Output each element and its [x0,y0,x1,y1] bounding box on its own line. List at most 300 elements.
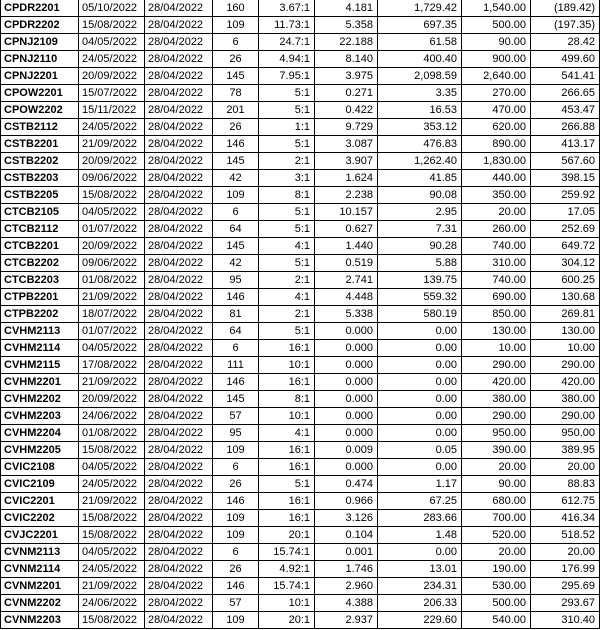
trade-date: 28/04/2022 [145,289,213,306]
cell-value: 4.448 [315,289,378,306]
maturity-date: 18/07/2022 [79,306,145,323]
maturity-date: 21/09/2022 [79,289,145,306]
conversion-ratio: 5:1 [259,102,315,119]
days-remaining: 6 [213,459,259,476]
cell-value: 4.388 [315,595,378,612]
warrant-code: CVIC2201 [1,493,79,510]
cell-value: 130.00 [531,323,600,340]
table-row [1,527,600,544]
cell-value: 697.35 [378,17,462,34]
conversion-ratio: 1:1 [259,119,315,136]
cell-value: 20.00 [462,459,531,476]
days-remaining: 42 [213,170,259,187]
cell-value: 293.67 [531,595,600,612]
table-row [1,340,600,357]
conversion-ratio: 4.92:1 [259,561,315,578]
days-remaining: 64 [213,323,259,340]
cell-value: 476.83 [378,136,462,153]
conversion-ratio: 16:1 [259,493,315,510]
table-row [1,136,600,153]
table-row [1,544,600,561]
warrant-code: CPOW2202 [1,102,79,119]
trade-date: 28/04/2022 [145,17,213,34]
trade-date: 28/04/2022 [145,408,213,425]
days-remaining: 146 [213,289,259,306]
cell-value: 400.40 [378,51,462,68]
cell-value: 0.001 [315,544,378,561]
cell-value: 3.087 [315,136,378,153]
days-remaining: 146 [213,493,259,510]
conversion-ratio: 2:1 [259,153,315,170]
conversion-ratio: 20:1 [259,612,315,629]
cell-value: 500.00 [462,595,531,612]
days-remaining: 26 [213,561,259,578]
conversion-ratio: 8:1 [259,391,315,408]
warrant-code: CSTB2203 [1,170,79,187]
maturity-date: 01/07/2022 [79,323,145,340]
days-remaining: 26 [213,119,259,136]
maturity-date: 21/09/2022 [79,578,145,595]
cell-value: 353.12 [378,119,462,136]
cell-value: 0.000 [315,374,378,391]
cell-value: 130.00 [462,323,531,340]
maturity-date: 20/09/2022 [79,238,145,255]
cell-value: 567.60 [531,153,600,170]
cell-value: 295.69 [531,578,600,595]
cell-value: 499.60 [531,51,600,68]
cell-value: 8.140 [315,51,378,68]
conversion-ratio: 5:1 [259,255,315,272]
cell-value: 1,262.40 [378,153,462,170]
cell-value: 41.85 [378,170,462,187]
trade-date: 28/04/2022 [145,170,213,187]
cell-value: 0.05 [378,442,462,459]
cell-value: 700.00 [462,510,531,527]
table-row [1,221,600,238]
cell-value: 190.00 [462,561,531,578]
table-row [1,238,600,255]
maturity-date: 24/05/2022 [79,51,145,68]
conversion-ratio: 4.94:1 [259,51,315,68]
warrant-code: CPDR2201 [1,0,79,17]
conversion-ratio: 5:1 [259,221,315,238]
cell-value: 1,540.00 [462,0,531,17]
cell-value: 3.126 [315,510,378,527]
days-remaining: 201 [213,102,259,119]
conversion-ratio: 5:1 [259,136,315,153]
table-row [1,153,600,170]
conversion-ratio: 16:1 [259,340,315,357]
cell-value: 290.00 [531,408,600,425]
conversion-ratio: 2:1 [259,272,315,289]
trade-date: 28/04/2022 [145,323,213,340]
maturity-date: 15/08/2022 [79,612,145,629]
cell-value: 900.00 [462,51,531,68]
maturity-date: 04/05/2022 [79,204,145,221]
cell-value: 28.42 [531,34,600,51]
cell-value: 0.000 [315,459,378,476]
conversion-ratio: 4:1 [259,425,315,442]
warrant-code: CVNM2202 [1,595,79,612]
maturity-date: 21/09/2022 [79,374,145,391]
days-remaining: 145 [213,68,259,85]
trade-date: 28/04/2022 [145,102,213,119]
cell-value: 22.188 [315,34,378,51]
cell-value: 440.00 [462,170,531,187]
cell-value: 2.95 [378,204,462,221]
days-remaining: 109 [213,510,259,527]
cell-value: 61.58 [378,34,462,51]
cell-value: 3.975 [315,68,378,85]
table-row [1,425,600,442]
warrant-code: CTPB2202 [1,306,79,323]
maturity-date: 15/08/2022 [79,187,145,204]
cell-value: 540.00 [462,612,531,629]
maturity-date: 20/09/2022 [79,153,145,170]
warrant-code: CTCB2201 [1,238,79,255]
cell-value: 0.00 [378,374,462,391]
cell-value: 1,830.00 [462,153,531,170]
warrant-code: CVHM2202 [1,391,79,408]
cell-value: 1.440 [315,238,378,255]
cell-value: 420.00 [531,374,600,391]
cell-value: 17.05 [531,204,600,221]
trade-date: 28/04/2022 [145,391,213,408]
days-remaining: 95 [213,272,259,289]
conversion-ratio: 24.7:1 [259,34,315,51]
cell-value: 90.08 [378,187,462,204]
cell-value: 580.19 [378,306,462,323]
trade-date: 28/04/2022 [145,357,213,374]
trade-date: 28/04/2022 [145,255,213,272]
trade-date: 28/04/2022 [145,578,213,595]
cell-value: 680.00 [462,493,531,510]
cell-value: 13.01 [378,561,462,578]
cell-value: 0.000 [315,425,378,442]
table-row [1,493,600,510]
days-remaining: 145 [213,153,259,170]
days-remaining: 160 [213,0,259,17]
cell-value: 20.00 [462,544,531,561]
days-remaining: 109 [213,442,259,459]
cell-value: 1.746 [315,561,378,578]
table-row [1,306,600,323]
maturity-date: 04/05/2022 [79,459,145,476]
cell-value: 67.25 [378,493,462,510]
cell-value: 541.41 [531,68,600,85]
table-row [1,476,600,493]
cell-value: 420.00 [462,374,531,391]
cell-value: 0.271 [315,85,378,102]
trade-date: 28/04/2022 [145,238,213,255]
conversion-ratio: 4:1 [259,289,315,306]
conversion-ratio: 5:1 [259,204,315,221]
warrant-code: CTCB2112 [1,221,79,238]
maturity-date: 15/07/2022 [79,85,145,102]
days-remaining: 78 [213,85,259,102]
maturity-date: 24/05/2022 [79,476,145,493]
cell-value: 310.00 [462,255,531,272]
days-remaining: 26 [213,51,259,68]
conversion-ratio: 10:1 [259,357,315,374]
cell-value: 2.741 [315,272,378,289]
days-remaining: 109 [213,17,259,34]
cell-value: 290.00 [462,408,531,425]
cell-value: 20.00 [531,544,600,561]
cell-value: 0.519 [315,255,378,272]
table-row [1,442,600,459]
days-remaining: 64 [213,221,259,238]
cell-value: 950.00 [462,425,531,442]
cell-value: 290.00 [462,357,531,374]
cell-value: 3.907 [315,153,378,170]
warrant-code: CSTB2201 [1,136,79,153]
conversion-ratio: 16:1 [259,459,315,476]
cell-value: 0.00 [378,459,462,476]
warrant-code: CVNM2113 [1,544,79,561]
maturity-date: 24/06/2022 [79,408,145,425]
cell-value: 10.00 [462,340,531,357]
days-remaining: 57 [213,595,259,612]
days-remaining: 95 [213,425,259,442]
table-row [1,561,600,578]
table-row [1,255,600,272]
cell-value: 520.00 [462,527,531,544]
conversion-ratio: 2:1 [259,306,315,323]
cell-value: 518.52 [531,527,600,544]
table-row [1,170,600,187]
trade-date: 28/04/2022 [145,119,213,136]
table-row [1,85,600,102]
cell-value: 0.00 [378,323,462,340]
warrant-code: CTCB2203 [1,272,79,289]
days-remaining: 6 [213,544,259,561]
maturity-date: 01/08/2022 [79,272,145,289]
trade-date: 28/04/2022 [145,459,213,476]
maturity-date: 04/05/2022 [79,340,145,357]
table-row [1,0,600,17]
cell-value: 416.34 [531,510,600,527]
days-remaining: 42 [213,255,259,272]
warrant-code: CVNM2201 [1,578,79,595]
cell-value: 252.69 [531,221,600,238]
cell-value: 0.627 [315,221,378,238]
cell-value: 0.00 [378,544,462,561]
cell-value: 266.88 [531,119,600,136]
cell-value: 1.48 [378,527,462,544]
maturity-date: 09/06/2022 [79,255,145,272]
warrant-code: CVHM2115 [1,357,79,374]
trade-date: 28/04/2022 [145,442,213,459]
days-remaining: 6 [213,34,259,51]
cell-value: 612.75 [531,493,600,510]
cell-value: 0.474 [315,476,378,493]
table-row [1,595,600,612]
cell-value: 0.00 [378,408,462,425]
trade-date: 28/04/2022 [145,85,213,102]
days-remaining: 6 [213,340,259,357]
cell-value: (197.35) [531,17,600,34]
conversion-ratio: 16:1 [259,510,315,527]
conversion-ratio: 5:1 [259,323,315,340]
conversion-ratio: 3:1 [259,170,315,187]
trade-date: 28/04/2022 [145,306,213,323]
warrant-code: CPNJ2201 [1,68,79,85]
warrant-code: CPNJ2110 [1,51,79,68]
table-row [1,374,600,391]
trade-date: 28/04/2022 [145,595,213,612]
days-remaining: 109 [213,187,259,204]
warrant-code: CSTB2112 [1,119,79,136]
conversion-ratio: 16:1 [259,374,315,391]
table-row [1,408,600,425]
cell-value: 310.40 [531,612,600,629]
table-row [1,391,600,408]
warrant-code: CSTB2205 [1,187,79,204]
warrant-code: CVHM2201 [1,374,79,391]
trade-date: 28/04/2022 [145,340,213,357]
cell-value: 3.35 [378,85,462,102]
cell-value: 0.00 [378,357,462,374]
cell-value: 0.966 [315,493,378,510]
cell-value: 0.000 [315,357,378,374]
cell-value: 500.00 [462,17,531,34]
table-row [1,578,600,595]
cell-value: 176.99 [531,561,600,578]
warrant-code: CPDR2202 [1,17,79,34]
cell-value: 259.92 [531,187,600,204]
cell-value: 269.81 [531,306,600,323]
table-row [1,289,600,306]
table-row [1,357,600,374]
table-row [1,510,600,527]
maturity-date: 15/08/2022 [79,442,145,459]
cell-value: 0.422 [315,102,378,119]
maturity-date: 21/09/2022 [79,136,145,153]
table-row [1,272,600,289]
conversion-ratio: 5:1 [259,85,315,102]
warrant-code: CVNM2114 [1,561,79,578]
cell-value: 2.960 [315,578,378,595]
cell-value: 600.25 [531,272,600,289]
cell-value: 559.32 [378,289,462,306]
table-body [1,0,600,629]
table-row [1,323,600,340]
cell-value: 283.66 [378,510,462,527]
trade-date: 28/04/2022 [145,510,213,527]
table-row [1,17,600,34]
trade-date: 28/04/2022 [145,187,213,204]
warrant-code: CVNM2203 [1,612,79,629]
maturity-date: 15/08/2022 [79,510,145,527]
cell-value: 0.104 [315,527,378,544]
trade-date: 28/04/2022 [145,153,213,170]
days-remaining: 146 [213,578,259,595]
trade-date: 28/04/2022 [145,272,213,289]
cell-value: 1,729.42 [378,0,462,17]
warrant-code: CTPB2201 [1,289,79,306]
cell-value: 10.00 [531,340,600,357]
warrant-code: CTCB2105 [1,204,79,221]
trade-date: 28/04/2022 [145,374,213,391]
cell-value: 2.238 [315,187,378,204]
cell-value: 398.15 [531,170,600,187]
days-remaining: 145 [213,238,259,255]
maturity-date: 04/05/2022 [79,34,145,51]
maturity-date: 09/06/2022 [79,170,145,187]
cell-value: 139.75 [378,272,462,289]
cell-value: 389.95 [531,442,600,459]
trade-date: 28/04/2022 [145,612,213,629]
cell-value: 5.358 [315,17,378,34]
cell-value: 90.00 [462,476,531,493]
cell-value: 0.00 [378,340,462,357]
cell-value: 0.000 [315,391,378,408]
cell-value: 649.72 [531,238,600,255]
days-remaining: 109 [213,527,259,544]
trade-date: 28/04/2022 [145,204,213,221]
table-row [1,204,600,221]
cell-value: 9.729 [315,119,378,136]
cell-value: 380.00 [531,391,600,408]
warrant-code: CVJC2201 [1,527,79,544]
conversion-ratio: 15.74:1 [259,544,315,561]
warrant-code: CPNJ2109 [1,34,79,51]
cell-value: 2.937 [315,612,378,629]
cell-value: 260.00 [462,221,531,238]
trade-date: 28/04/2022 [145,136,213,153]
maturity-date: 15/08/2022 [79,17,145,34]
cell-value: 266.65 [531,85,600,102]
conversion-ratio: 20:1 [259,527,315,544]
cell-value: 690.00 [462,289,531,306]
cell-value: 16.53 [378,102,462,119]
cell-value: 130.68 [531,289,600,306]
days-remaining: 111 [213,357,259,374]
maturity-date: 01/07/2022 [79,221,145,238]
days-remaining: 57 [213,408,259,425]
trade-date: 28/04/2022 [145,561,213,578]
trade-date: 28/04/2022 [145,51,213,68]
cell-value: 413.17 [531,136,600,153]
warrant-code: CVHM2114 [1,340,79,357]
cell-value: 20.00 [462,204,531,221]
conversion-ratio: 11.73:1 [259,17,315,34]
warrant-code: CVIC2202 [1,510,79,527]
cell-value: 234.31 [378,578,462,595]
conversion-ratio: 7.95:1 [259,68,315,85]
trade-date: 28/04/2022 [145,493,213,510]
maturity-date: 24/05/2022 [79,119,145,136]
cell-value: 0.009 [315,442,378,459]
warrant-code: CTCB2202 [1,255,79,272]
maturity-date: 05/10/2022 [79,0,145,17]
cell-value: 350.00 [462,187,531,204]
days-remaining: 26 [213,476,259,493]
cell-value: 88.83 [531,476,600,493]
days-remaining: 81 [213,306,259,323]
warrant-code: CVHM2205 [1,442,79,459]
warrant-code: CVHM2113 [1,323,79,340]
maturity-date: 24/06/2022 [79,595,145,612]
trade-date: 28/04/2022 [145,34,213,51]
cell-value: 90.00 [462,34,531,51]
cell-value: 5.338 [315,306,378,323]
cell-value: 530.00 [462,578,531,595]
warrant-code: CPOW2201 [1,85,79,102]
cell-value: 380.00 [462,391,531,408]
cell-value: 0.000 [315,340,378,357]
